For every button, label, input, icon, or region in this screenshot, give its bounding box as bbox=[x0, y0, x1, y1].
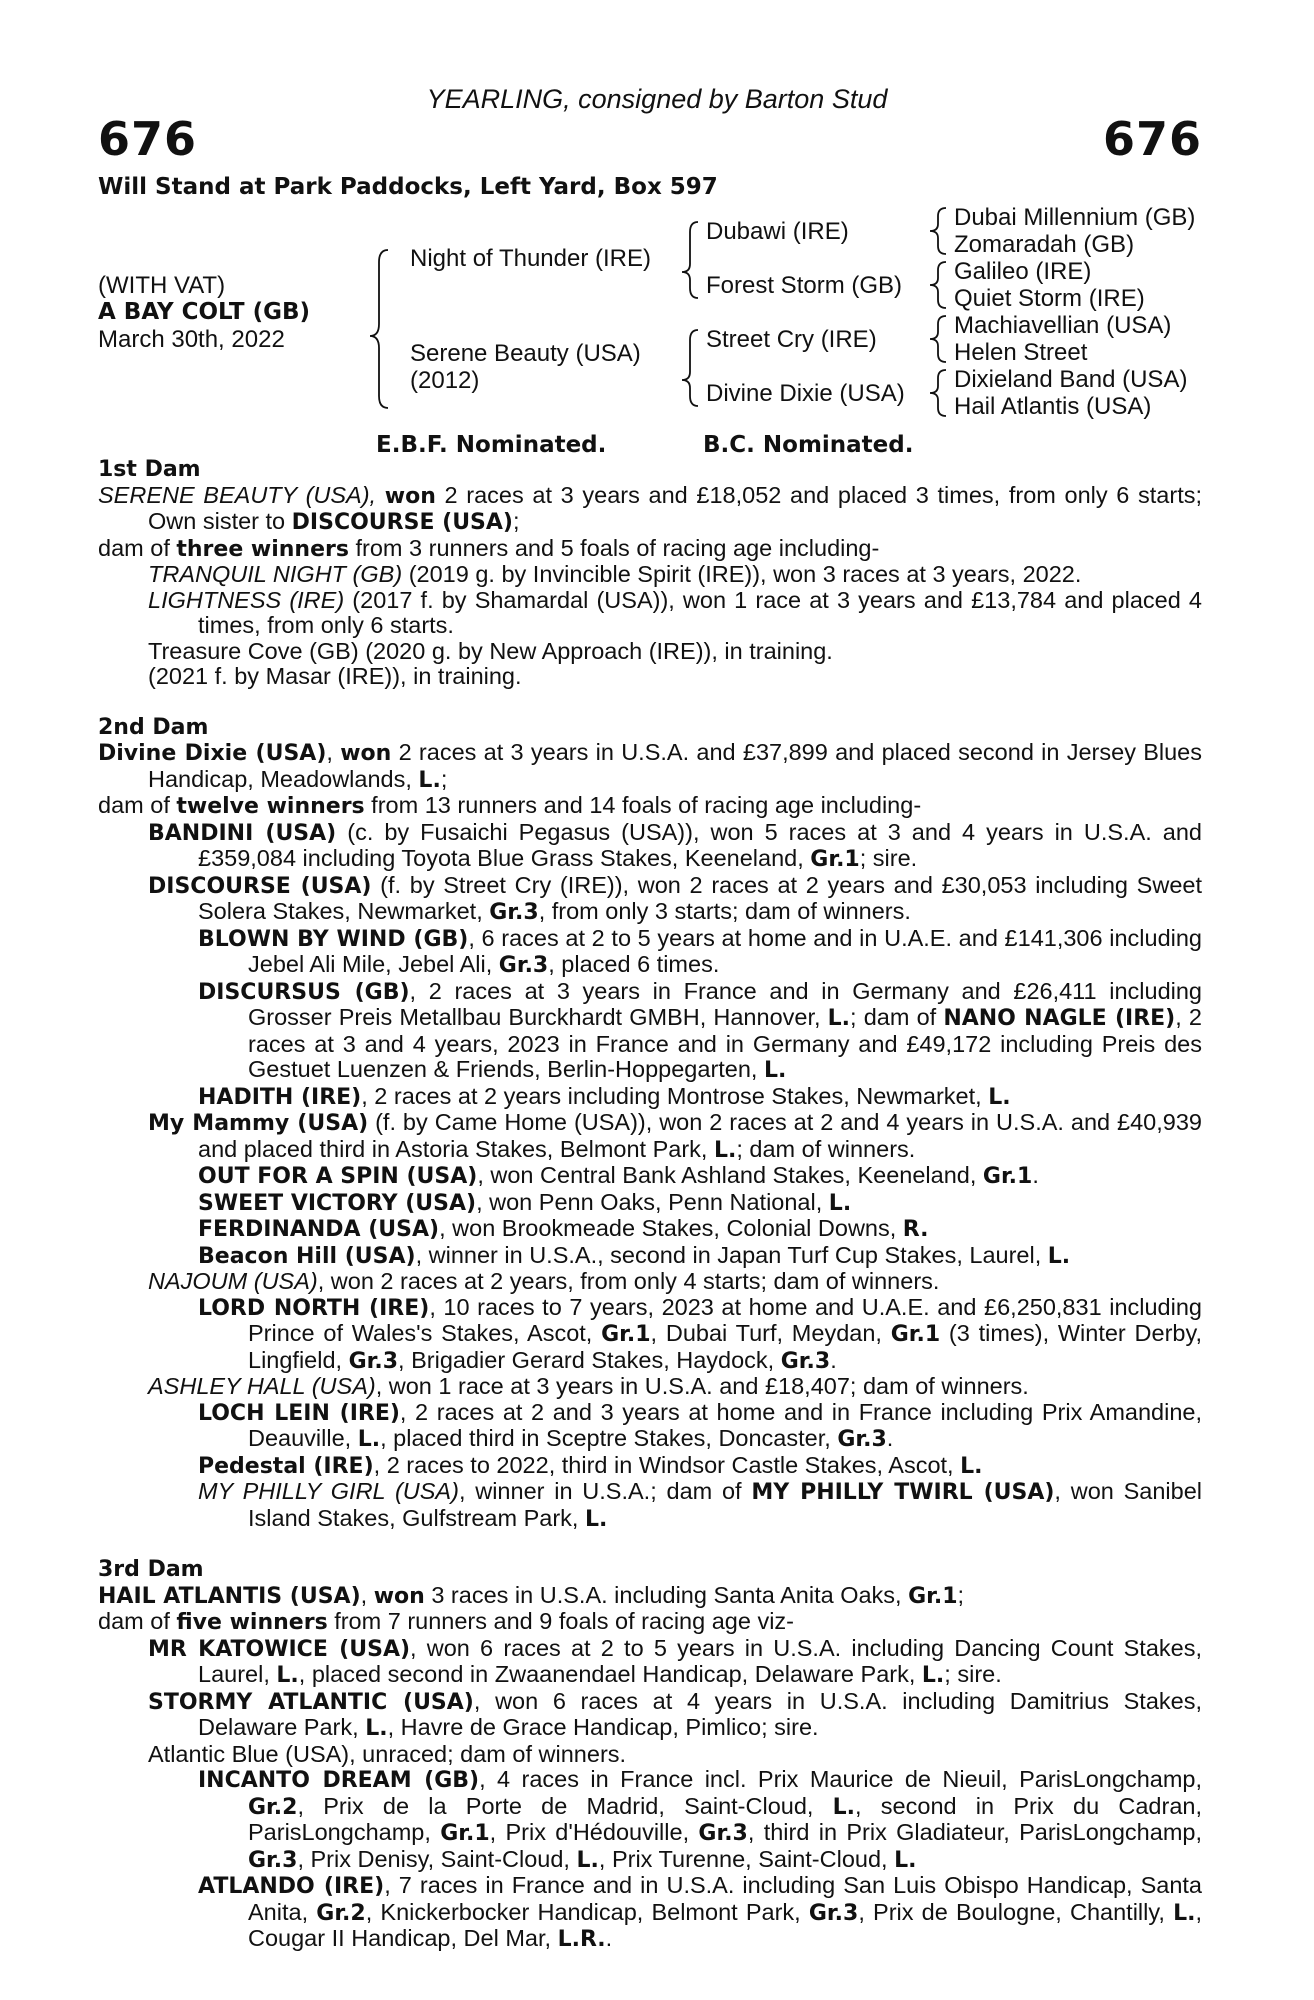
horse-name: OUT FOR A SPIN (USA) bbox=[198, 1164, 478, 1189]
horse-record: , Prix de la Porte de Madrid, Saint-Cloud, bbox=[297, 1792, 833, 1819]
horse-record: , 10 races to 7 years, 2023 at home and U.A.E. and £6,250,831 including Prince of Wales's Stakes, Ascot, bbox=[248, 1293, 1202, 1346]
race-grade: L. bbox=[365, 1716, 388, 1741]
race-grade: R. bbox=[902, 1217, 929, 1242]
produce-entry bbox=[148, 1374, 1202, 1400]
race-grade: Gr.2 bbox=[316, 1900, 366, 1926]
first-dam-entry bbox=[98, 483, 1202, 536]
horse-name: HADITH (IRE) bbox=[198, 1084, 362, 1110]
great-grandparent-6: Helen Street bbox=[954, 339, 1088, 366]
grandsire-paternal: Dubawi (IRE) bbox=[706, 218, 849, 245]
horse-record: , 6 races at 2 to 5 years at home and in U.A.E. and £141,306 including Jebel Ali Mile, Jebel Ali, bbox=[248, 924, 1203, 977]
race-grade: L. bbox=[828, 1190, 852, 1216]
horse-record: , Knickerbocker Handicap, Belmont Park, bbox=[365, 1898, 809, 1925]
horse-record: , won 1 race at 3 years in U.S.A. and £18,407; dam of winners. bbox=[375, 1373, 1029, 1399]
second-dam-entry bbox=[98, 740, 1202, 793]
horse-record: , 2 races at 3 and 4 years, 2023 in France and in Germany and £49,172 including Preis des Gestuet Luenzen & Friends, Berlin-Hoppegarten, bbox=[248, 1004, 1202, 1082]
horse-record-end: . bbox=[605, 1925, 613, 1951]
summary-prefix: dam of bbox=[98, 792, 177, 818]
horse-name: LIGHTNESS (IRE) bbox=[148, 586, 345, 613]
horse-record: , Brigadier Gerard Stakes, Haydock, bbox=[398, 1346, 781, 1373]
granddam-maternal: Divine Dixie (USA) bbox=[706, 380, 905, 407]
great-grandparent-3: Galileo (IRE) bbox=[954, 258, 1092, 285]
horse-record: , Prix d'Hédouville, bbox=[489, 1819, 699, 1845]
summary-prefix: dam of bbox=[98, 534, 177, 561]
race-grade: L. bbox=[960, 1453, 983, 1479]
horse-name: BANDINI (USA) bbox=[148, 820, 337, 846]
first-dam-summary bbox=[98, 536, 1202, 563]
race-grade: Gr.1 bbox=[908, 1583, 958, 1609]
third-dam-summary bbox=[98, 1609, 1202, 1636]
race-grade: L. bbox=[988, 1084, 1011, 1110]
produce-entry bbox=[198, 1295, 1202, 1375]
horse-record: , placed second in Zwaanendael Handicap, Delaware Park, bbox=[298, 1661, 922, 1687]
produce-entry bbox=[198, 1873, 1202, 1953]
granddam-paternal: Forest Storm (GB) bbox=[706, 272, 903, 299]
horse-name: LORD NORTH (IRE) bbox=[198, 1295, 430, 1321]
dam-name: Serene Beauty (USA) bbox=[410, 340, 641, 367]
great-grandparent-1: Dubai Millennium (GB) bbox=[954, 204, 1196, 231]
race-grade: L. bbox=[418, 767, 441, 793]
race-grade: Gr.3 bbox=[698, 1821, 748, 1846]
race-grade: L. bbox=[827, 1006, 851, 1031]
race-grade: L. bbox=[584, 1506, 608, 1532]
second-dam-heading: 2nd Dam bbox=[98, 714, 209, 740]
horse-record: , 4 races in France incl. Prix Maurice de Nieuil, ParisLongchamp, bbox=[479, 1766, 1203, 1792]
race-grade: Gr.3 bbox=[780, 1348, 831, 1374]
race-grade: Gr.3 bbox=[248, 1847, 298, 1873]
horse-record: , Prix Turenne, Saint-Cloud, bbox=[598, 1845, 895, 1872]
race-grade: Gr.1 bbox=[601, 1322, 651, 1347]
summary-text: from 7 runners and 9 foals of racing age viz- bbox=[327, 1608, 794, 1634]
horse-record: (3 times), Winter Derby, Lingfield, bbox=[248, 1320, 1203, 1373]
great-grandparent-7: Dixieland Band (USA) bbox=[954, 366, 1188, 393]
produce-entry bbox=[198, 1084, 1202, 1111]
horse-name: NAJOUM (USA) bbox=[148, 1268, 318, 1294]
horse-record: , won Central Bank Ashland Stakes, Keeneland, bbox=[477, 1162, 983, 1188]
produce-entry bbox=[148, 820, 1202, 873]
produce-entry bbox=[148, 1636, 1202, 1689]
horse-record: (f. by Street Cry (IRE)), won 2 races at 2 years and £30,053 including Sweet Solera Stakes, Newmarket, bbox=[198, 871, 1202, 924]
produce-entry bbox=[198, 1453, 1202, 1480]
horse-name: SWEET VICTORY (USA) bbox=[198, 1190, 477, 1216]
horse-record: , won Brookmeade Stakes, Colonial Downs, bbox=[439, 1215, 903, 1241]
horse-record: , third in Prix Gladiateur, ParisLongchamp, bbox=[747, 1819, 1202, 1845]
race-grade: L. bbox=[1173, 1900, 1196, 1926]
horse-name: DISCURSUS (GB) bbox=[198, 979, 410, 1005]
horse-name: TRANQUIL NIGHT (GB) bbox=[148, 561, 403, 587]
horse-record: , winner in U.S.A., second in Japan Turf Cup Stakes, Laurel, bbox=[415, 1241, 1048, 1268]
horse-name: MY PHILLY TWIRL (USA) bbox=[751, 1480, 1055, 1505]
first-dam-record: 2 races at 3 years and £18,052 and placed 3 times, from only 6 starts; Own sister to bbox=[148, 481, 1203, 534]
horse-record: , 2 races at 2 and 3 years at home and in France including Prix Amandine, Deauville, bbox=[248, 1398, 1202, 1451]
horse-name: My Mammy (USA) bbox=[148, 1111, 369, 1136]
horse-record: , won 6 races at 4 years in U.S.A. including Damitrius Stakes, Delaware Park, bbox=[198, 1687, 1202, 1740]
won-label: won bbox=[340, 741, 392, 766]
produce-entry bbox=[198, 1163, 1202, 1190]
horse-record: ; dam of bbox=[850, 1004, 944, 1030]
horse-record: (2017 f. by Shamardal (USA)), won 1 race at 3 years and £13,784 and placed 4 times, from only 6 starts. bbox=[198, 586, 1202, 638]
colt-description: A BAY COLT (GB) bbox=[98, 299, 311, 325]
produce-entry: (2021 f. by Masar (IRE)), in training. bbox=[148, 663, 522, 689]
produce-entry bbox=[198, 979, 1202, 1084]
horse-record-end: ; sire. bbox=[859, 845, 918, 871]
punctuation: ; bbox=[440, 765, 448, 792]
produce-entry bbox=[198, 1216, 1202, 1243]
race-grade: L. bbox=[1047, 1243, 1071, 1269]
race-grade: Gr.2 bbox=[248, 1794, 298, 1820]
great-grandparent-5: Machiavellian (USA) bbox=[954, 312, 1172, 339]
foaling-date: March 30th, 2022 bbox=[98, 326, 285, 353]
horse-record: , second in Prix du Cadran, ParisLongchamp, bbox=[248, 1792, 1202, 1845]
horse-record-end: . bbox=[830, 1346, 837, 1373]
won-label: won bbox=[373, 1583, 425, 1609]
race-grade: L. bbox=[357, 1427, 381, 1452]
produce-entry bbox=[148, 873, 1202, 926]
produce-entry bbox=[198, 1479, 1202, 1532]
horse-record: , won Sanibel Island Stakes, Gulfstream Park, bbox=[248, 1478, 1202, 1531]
punctuation: , bbox=[360, 1581, 374, 1608]
horse-name: ASHLEY HALL (USA) bbox=[148, 1373, 376, 1399]
horse-name: MR KATOWICE (USA) bbox=[148, 1636, 411, 1662]
produce-entry bbox=[148, 1110, 1202, 1163]
grandsire-maternal: Street Cry (IRE) bbox=[706, 326, 877, 353]
horse-record: , placed third in Sceptre Stakes, Doncaster, bbox=[380, 1425, 838, 1451]
horse-name: MY PHILLY GIRL (USA) bbox=[198, 1478, 459, 1504]
horse-record-end: . bbox=[886, 1425, 894, 1451]
second-dam-summary bbox=[98, 793, 1202, 820]
horse-record-end: . bbox=[1032, 1162, 1039, 1188]
horse-record-end: ; sire. bbox=[944, 1661, 1002, 1687]
produce-entry bbox=[148, 1689, 1202, 1742]
great-grandparent-2: Zomaradah (GB) bbox=[954, 231, 1135, 258]
race-grade: L. bbox=[576, 1847, 599, 1873]
race-grade: Gr.1 bbox=[890, 1322, 941, 1347]
horse-record: , won 2 races at 2 years, from only 4 starts; dam of winners. bbox=[317, 1268, 940, 1294]
summary-text: from 13 runners and 14 foals of racing age including- bbox=[364, 792, 922, 818]
winners-count: five winners bbox=[176, 1610, 328, 1635]
horse-name: INCANTO DREAM (GB) bbox=[198, 1768, 480, 1793]
horse-name: ATLANDO (IRE) bbox=[198, 1874, 385, 1899]
punctuation: ; bbox=[957, 1581, 965, 1608]
produce-entry bbox=[198, 926, 1202, 979]
punctuation: , bbox=[326, 739, 341, 765]
horse-name: DISCOURSE (USA) bbox=[148, 873, 372, 899]
horse-record: , winner in U.S.A.; dam of bbox=[458, 1478, 752, 1504]
race-grade: L. bbox=[764, 1058, 787, 1083]
race-grade: Gr.1 bbox=[810, 847, 860, 872]
ebf-nomination: E.B.F. Nominated. bbox=[376, 432, 607, 458]
race-grade: L. bbox=[921, 1663, 945, 1688]
third-dam-entry bbox=[98, 1583, 1202, 1610]
lot-number-right: 676 bbox=[1102, 112, 1202, 166]
race-grade: Gr.3 bbox=[489, 900, 539, 925]
race-grade: Gr.3 bbox=[348, 1348, 399, 1374]
produce-entry bbox=[198, 1243, 1202, 1270]
produce-entry bbox=[148, 562, 1202, 588]
sire-name: Night of Thunder (IRE) bbox=[410, 245, 651, 272]
race-grade: L. bbox=[832, 1794, 856, 1820]
race-grade: L.R. bbox=[557, 1927, 606, 1952]
stand-location: Will Stand at Park Paddocks, Left Yard, Box 597 bbox=[98, 174, 718, 200]
horse-record-end: , Havre de Grace Handicap, Pimlico; sire. bbox=[387, 1714, 819, 1740]
horse-record: , 2 races at 3 years in France and in Germany and £26,411 including Grosser Preis Metallbau Burckhardt GMBH, Hannover, bbox=[248, 977, 1202, 1030]
produce-entry bbox=[198, 1400, 1202, 1453]
great-grandparent-4: Quiet Storm (IRE) bbox=[954, 285, 1145, 312]
race-grade: L. bbox=[713, 1137, 737, 1163]
second-dam-record: 2 races at 3 years in U.S.A. and £37,899 and placed second in Jersey Blues Handicap, Meadowlands, bbox=[148, 739, 1203, 792]
horse-name: Pedestal (IRE) bbox=[198, 1453, 374, 1479]
race-grade: L. bbox=[276, 1663, 299, 1688]
summary-prefix: dam of bbox=[98, 1608, 177, 1634]
produce-entry bbox=[198, 1190, 1202, 1217]
great-grandparent-8: Hail Atlantis (USA) bbox=[954, 393, 1152, 420]
produce-entry bbox=[148, 1269, 1202, 1295]
horse-name: NANO NAGLE (IRE) bbox=[943, 1006, 1176, 1031]
winners-count: three winners bbox=[176, 536, 349, 562]
summary-text: from 3 runners and 5 foals of racing age including- bbox=[348, 534, 880, 561]
horse-name: BLOWN BY WIND (GB) bbox=[198, 926, 469, 952]
horse-record: (f. by Came Home (USA)), won 2 races at 2 and 4 years in U.S.A. and £40,939 and placed third in Astoria Stakes, Belmont Park, bbox=[198, 1109, 1202, 1162]
first-dam-heading: 1st Dam bbox=[98, 457, 201, 482]
horse-name: Beacon Hill (USA) bbox=[198, 1243, 416, 1269]
horse-record-end: , placed 6 times. bbox=[548, 951, 720, 977]
bc-nomination: B.C. Nominated. bbox=[703, 432, 914, 458]
lot-number-left: 676 bbox=[98, 112, 198, 166]
second-dam-name: Divine Dixie (USA) bbox=[98, 741, 327, 766]
horse-name: LOCH LEIN (IRE) bbox=[198, 1400, 400, 1426]
race-grade: Gr.3 bbox=[808, 1900, 859, 1926]
horse-record: , 2 races at 2 years including Montrose Stakes, Newmarket, bbox=[361, 1082, 989, 1109]
third-dam-record: 3 races in U.S.A. including Santa Anita Oaks, bbox=[424, 1581, 909, 1608]
horse-name: FERDINANDA (USA) bbox=[198, 1217, 440, 1242]
dam-year: (2012) bbox=[410, 367, 480, 394]
dam-produce-record bbox=[98, 457, 1202, 1953]
horse-record: , 2 races to 2022, third in Windsor Castle Stakes, Ascot, bbox=[373, 1451, 961, 1478]
horse-name: STORMY ATLANTIC (USA) bbox=[148, 1689, 474, 1715]
sister-name: DISCOURSE (USA) bbox=[291, 510, 513, 535]
horse-record: , won 6 races at 2 to 5 years in U.S.A. including Dancing Count Stakes, Laurel, bbox=[198, 1634, 1202, 1687]
race-grade: Gr.3 bbox=[837, 1427, 887, 1452]
horse-record: (c. by Fusaichi Pegasus (USA)), won 5 races at 3 and 4 years in U.S.A. and £359,084 including Toyota Blue Grass Stakes, Keeneland, bbox=[198, 818, 1202, 871]
produce-entry bbox=[148, 588, 1202, 639]
first-dam-name: SERENE BEAUTY (USA), bbox=[98, 481, 377, 508]
horse-record: , Dubai Turf, Meydan, bbox=[650, 1320, 891, 1346]
third-dam-heading: 3rd Dam bbox=[98, 1557, 204, 1582]
produce-entry: Treasure Cove (GB) (2020 g. by New Approach (IRE)), in training. bbox=[148, 637, 833, 664]
race-grade: Gr.1 bbox=[982, 1164, 1033, 1189]
horse-record-end: ; dam of winners. bbox=[736, 1135, 916, 1162]
race-grade: L. bbox=[894, 1847, 917, 1873]
horse-record-end: , from only 3 starts; dam of winners. bbox=[538, 898, 911, 924]
horse-record: , Prix Denisy, Saint-Cloud, bbox=[297, 1845, 577, 1872]
horse-record: , Cougar II Handicap, Del Mar, bbox=[248, 1898, 1202, 1951]
won-label: won bbox=[384, 483, 436, 509]
horse-record: , Prix de Boulogne, Chantilly, bbox=[858, 1898, 1174, 1925]
race-grade: Gr.1 bbox=[440, 1821, 490, 1846]
race-grade: Gr.3 bbox=[498, 953, 549, 978]
third-dam-name: HAIL ATLANTIS (USA) bbox=[98, 1583, 361, 1609]
consignor-line: YEARLING, consigned by Barton Stud bbox=[426, 84, 888, 114]
punctuation: ; bbox=[512, 508, 520, 534]
horse-record: , won Penn Oaks, Penn National, bbox=[476, 1188, 829, 1215]
winners-count: twelve winners bbox=[176, 794, 365, 819]
vat-note: (WITH VAT) bbox=[98, 272, 226, 299]
produce-entry bbox=[198, 1767, 1202, 1873]
produce-entry: Atlantic Blue (USA), unraced; dam of winners. bbox=[148, 1740, 627, 1767]
horse-record: (2019 g. by Invincible Spirit (IRE)), won 3 races at 3 years, 2022. bbox=[402, 561, 1082, 587]
horse-record: , 7 races in France and in U.S.A. including San Luis Obispo Handicap, Santa Anita, bbox=[248, 1872, 1202, 1925]
